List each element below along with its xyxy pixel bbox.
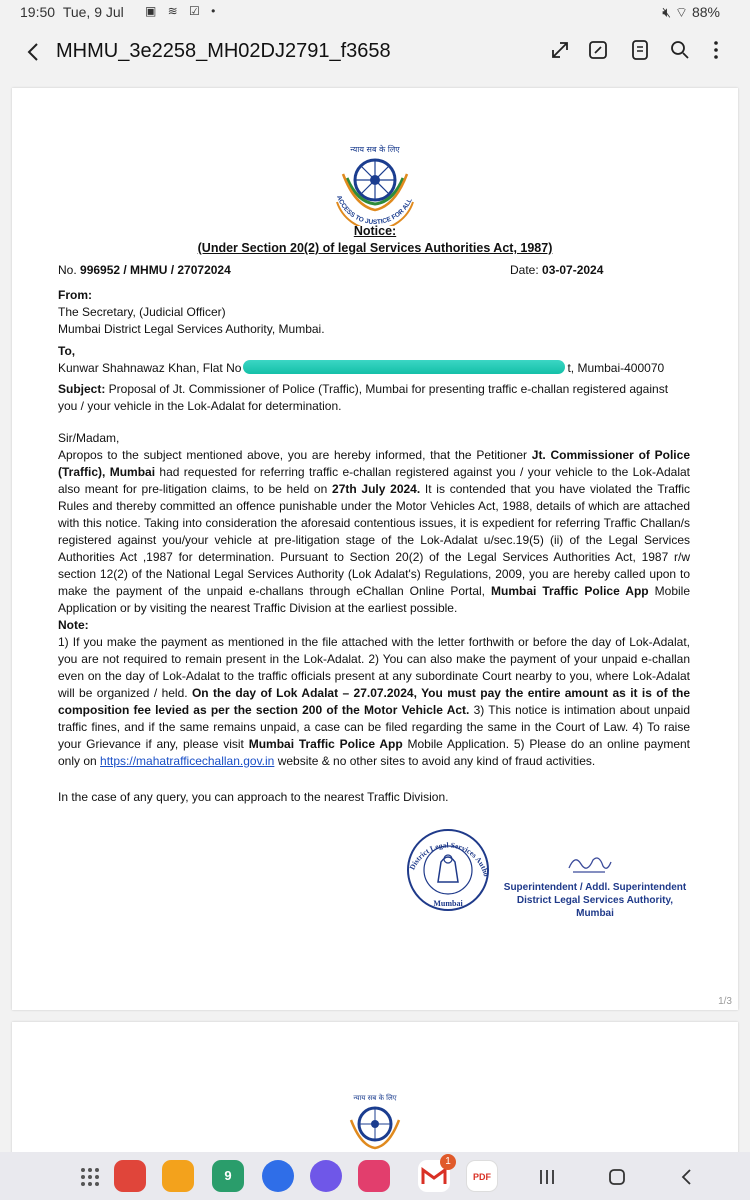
closing-line: In the case of any query, you can approach to the nearest Traffic Division. — [58, 790, 449, 804]
note-label: Note: — [58, 618, 89, 632]
ref-prefix: No. — [58, 263, 81, 277]
messages-app-icon[interactable] — [262, 1160, 294, 1192]
reference-row — [58, 263, 618, 277]
notification-icons: ▣ ≋ ☑ • — [145, 4, 220, 18]
status-right — [662, 4, 720, 22]
chevron-left-icon — [675, 1165, 699, 1189]
expand-icon — [548, 38, 572, 62]
search-button[interactable] — [668, 38, 694, 64]
battery-level: 88% — [691, 4, 720, 20]
svg-text:District Legal Services Author — [400, 826, 491, 878]
camera-app-icon[interactable] — [358, 1160, 390, 1192]
signature — [565, 850, 615, 876]
more-vertical-icon — [704, 38, 728, 62]
to-label: To, — [58, 344, 76, 358]
recents-button[interactable] — [532, 1162, 562, 1192]
gmail-app-icon[interactable] — [418, 1156, 451, 1192]
edit-icon — [586, 38, 610, 62]
from-block — [58, 287, 690, 338]
logo-ring-text: ACCESS TO JUSTICE FOR ALL — [335, 194, 414, 226]
home-icon — [605, 1165, 629, 1189]
mute-icon: 🔇︎ — [662, 4, 672, 20]
to-block — [58, 343, 690, 377]
legal-aid-logo-page-2 — [335, 1090, 415, 1152]
reference-number: 996952 / MHMU / 27072024 — [80, 263, 231, 277]
text-view-button[interactable] — [628, 38, 654, 64]
more-options-button[interactable] — [704, 38, 730, 64]
app-drawer-button[interactable] — [78, 1160, 102, 1192]
dlsa-seal — [400, 826, 496, 914]
status-time: 19:50 Tue, 9 Jul — [20, 4, 124, 20]
subject-label: Subject: — [58, 382, 106, 396]
logo-hindi-text: न्याय सब के लिए — [350, 145, 400, 154]
subject-text: Proposal of Jt. Commissioner of Police (Traffic), Mumbai for presenting traffic e-challan registered against you / your vehicle in the Lok-Adalat for determination. — [58, 382, 669, 413]
internet-app-icon[interactable] — [310, 1160, 342, 1192]
home-button[interactable] — [602, 1162, 632, 1192]
expand-button[interactable] — [548, 38, 574, 64]
body-paragraph: Apropos to the subject mentioned above, you are hereby informed, that the Petitioner Jt. Commissioner of Police (Traffic), Mumbai had requested for referring traffic e-challan registered against you / your vehicle to the Lok-Adalat also meant for pre-litigation claims, to be held on 27th July 2024. It is contended that you have violated the Traffic Rules and thereby committed an offence punishable under the Motor Vehicles Act, 1988, details of which are attached with this notice. Taking into consideration the aforesaid contentious issues, it is expedient for referring Traffic Challan/s registered against you/your vehicle at pre-litigation stage of the Lok-Adalat u/sec.19(5) (ii) of the Legal Services Authorities Act ,1987 for determination. Pursuant to Section 20(2) of the Legal Services Authorities Act, 1987 r/w section 12(2) of the National Legal Services Authority (Lok Adalat's) Regulations, 2009, you are hereby called upon to make the payment of the unpaid e-challans through eChallan Online Portal, Mumbai Traffic Police App Mobile Application or by visiting the nearest Traffic Division at the earliest possible. — [58, 448, 691, 615]
notice-subtitle: (Under Section 20(2) of legal Services Authorities Act, 1987) — [197, 241, 553, 255]
document-icon — [628, 38, 652, 62]
files-app-icon[interactable] — [162, 1160, 194, 1192]
seal-city: Mumbai — [433, 899, 463, 908]
search-icon — [668, 38, 692, 62]
page-indicator: 1/3 — [718, 996, 732, 1007]
system-back-button[interactable] — [672, 1162, 702, 1192]
grid-icon — [78, 1160, 102, 1192]
calendar-app-icon[interactable] — [212, 1160, 244, 1192]
recipient-address-end: t, Mumbai-400070 — [567, 361, 665, 375]
from-label: From: — [58, 288, 92, 302]
from-line-2: Mumbai District Legal Services Authority, Mumbai. — [58, 322, 325, 336]
status-bar — [0, 0, 750, 24]
notice-date: Date: 03-07-2024 — [510, 263, 604, 277]
subject-block — [58, 381, 690, 415]
calendar-day: 9 — [224, 1168, 232, 1183]
recipient-name: Kunwar Shahnawaz Khan, Flat No — [58, 361, 242, 375]
signatory-block: Superintendent / Addl. Superintendent District Legal Services Authority, Mumbai — [503, 882, 687, 919]
app-bar — [0, 24, 750, 80]
seal-text: District Legal Services Autho — [407, 840, 492, 878]
recents-icon — [535, 1165, 559, 1189]
notice-title: Notice: — [353, 224, 397, 238]
edit-button[interactable] — [586, 38, 612, 64]
chevron-left-icon — [22, 40, 46, 64]
document-title: MHMU_3e2258_MH02DJ2791_f3658 — [56, 40, 391, 62]
payment-website-link[interactable]: https://mahatrafficechallan.gov.in — [100, 754, 275, 768]
back-button[interactable] — [18, 36, 50, 68]
pdf-app-icon[interactable]: PDF — [466, 1160, 498, 1192]
notes-app-icon[interactable] — [114, 1160, 146, 1192]
legal-aid-logo — [323, 140, 427, 226]
taskbar — [0, 1152, 750, 1200]
gmail-badge: 1 — [440, 1154, 456, 1170]
wifi-icon: ⌔ — [674, 4, 689, 20]
note-paragraph: 1) If you make the payment as mentioned in the file attached with the letter forthwith or before the day of Lok-Adalat, you are not required to remain present in the Lok-Adalat. 2) You can also make the payment of your unpaid e-challan even on the day of Lok-Adalat to the traffic officials present at any subordinate Court nearby to you, where Lok-Adalat will be organized / held. On the day of Lok Adalat – 27.07.2024, You must pay the entire amount as it is of the composition fee levied as per the section 200 of the Motor Vehicle Act. 3) This notice is intimation about unpaid traffic fines, and if the same remains unpaid, a case can be filed regarding the same in the Court of Law. 4) To raise your Grievance if any, please visit Mumbai Traffic Police App Mobile Application. 5) Please do an online payment only on https://mahatrafficechallan.gov.in website & no other sites to avoid any kind of fraud activities. — [58, 635, 690, 768]
salutation: Sir/Madam, — [58, 431, 120, 445]
redaction-mark — [243, 360, 565, 374]
from-line-1: The Secretary, (Judicial Officer) — [58, 305, 226, 319]
logo2-hindi-text: न्याय सब के लिए — [353, 1094, 397, 1102]
